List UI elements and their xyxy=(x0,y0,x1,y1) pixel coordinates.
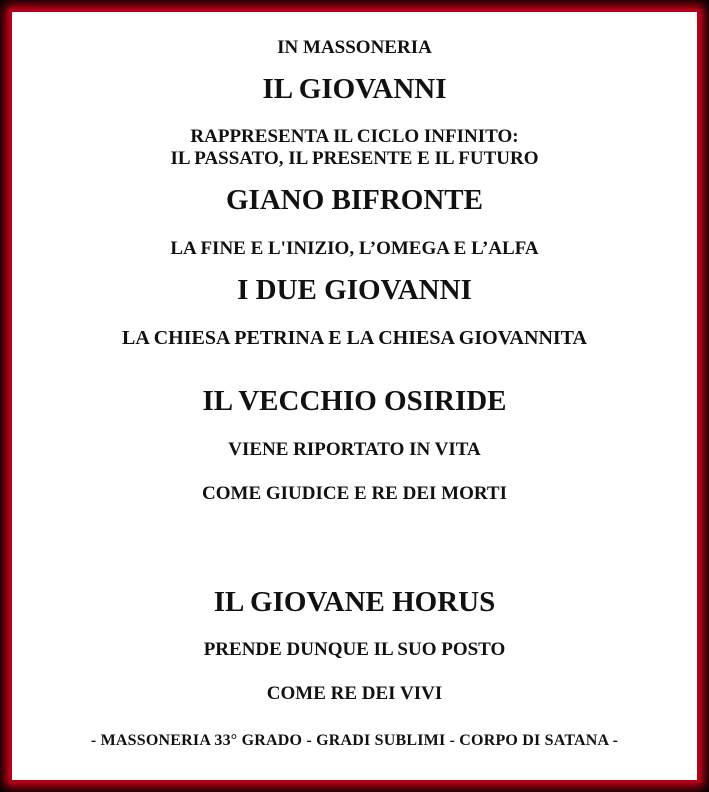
poster-panel xyxy=(12,12,697,780)
text-ciclo-infinito: RAPPRESENTA IL CICLO INFINITO: xyxy=(190,126,519,147)
text-re-dei-vivi: COME RE DEI VIVI xyxy=(266,683,443,704)
title-il-giovanni: IL GIOVANNI xyxy=(262,73,447,105)
title-i-due-giovanni: I DUE GIOVANNI xyxy=(237,274,472,306)
text-giudice-re-morti: COME GIUDICE E RE DEI MORTI xyxy=(202,483,507,504)
footer-text: - MASSONERIA 33° GRADO - GRADI SUBLIMI - CORPO DI SATANA - xyxy=(90,732,619,749)
title-vecchio-osiride: IL VECCHIO OSIRIDE xyxy=(202,385,507,417)
text-prende-posto: PRENDE DUNQUE IL SUO POSTO xyxy=(203,639,506,660)
text-chiesa-petrina: LA CHIESA PETRINA E LA CHIESA GIOVANNITA xyxy=(122,327,587,349)
text-riportato-in-vita: VIENE RIPORTATO IN VITA xyxy=(228,439,481,460)
text-passato-presente-futuro: IL PASSATO, IL PRESENTE E IL FUTURO xyxy=(170,148,539,169)
heading-in-massoneria: IN MASSONERIA xyxy=(277,37,432,58)
title-giano-bifronte: GIANO BIFRONTE xyxy=(225,184,483,216)
text-fine-inizio: LA FINE E L'INIZIO, L’OMEGA E L’ALFA xyxy=(170,238,539,259)
title-giovane-horus: IL GIOVANE HORUS xyxy=(213,586,496,618)
